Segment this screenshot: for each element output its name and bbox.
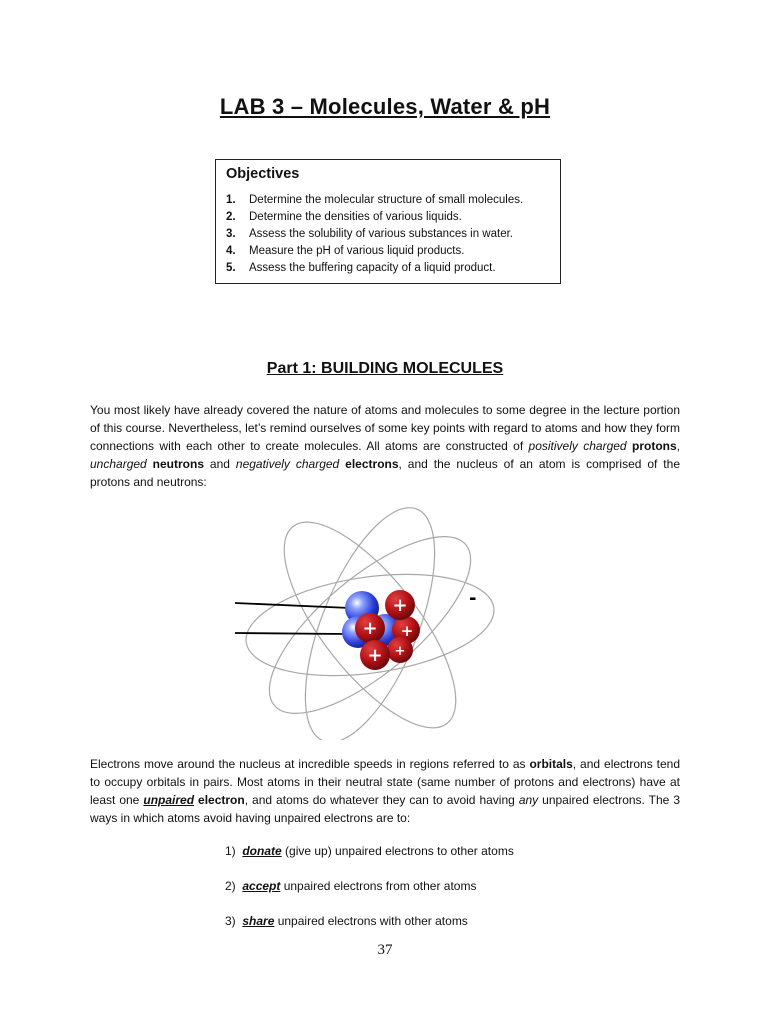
objective-item: 4. Measure the pH of various liquid products. bbox=[226, 245, 465, 257]
list-item: 1) donate (give up) unpaired electrons to other atoms bbox=[225, 844, 514, 858]
electron-sign: - bbox=[469, 588, 477, 609]
objectives-box bbox=[215, 159, 561, 284]
intro-paragraph: You most likely have already covered the nature of atoms and molecules to some degree in the lecture portion of this course. Nevertheless, let’s remind ourselves of some key points with regard to atoms and how they form connections with each other to create molecules. All atoms are constructed of positively charged protons, uncharged neutrons and negatively charged electrons, and the nucleus of an atom is comprised of the protons and neutrons: bbox=[90, 403, 681, 489]
proton-sign: + bbox=[394, 644, 406, 659]
page-title: LAB 3 – Molecules, Water & pH bbox=[219, 94, 551, 119]
page-number: 37 bbox=[377, 942, 393, 958]
objective-item: 3. Assess the solubility of various substances in water. bbox=[226, 228, 513, 240]
list-item: 2) accept unpaired electrons from other atoms bbox=[225, 879, 477, 893]
objectives-list bbox=[226, 192, 550, 277]
proton-sign: + bbox=[367, 645, 383, 666]
proton-sign: + bbox=[392, 595, 408, 616]
proton-sign: + bbox=[362, 618, 378, 639]
section-heading: Part 1: BUILDING MOLECULES bbox=[266, 360, 504, 377]
orbitals-paragraph: Electrons move around the nucleus at incredible speeds in regions referred to as orbitals, and electrons tend to occupy orbitals in pairs. Most atoms in their neutral state (same number of protons and electrons) have at least one unpaired electron, and atoms do whatever they can to avoid having any unpaired electrons. The 3 ways in which atoms avoid having unpaired electrons are to: bbox=[90, 757, 681, 825]
objectives-heading: Objectives bbox=[226, 166, 300, 182]
proton-sign: + bbox=[400, 622, 414, 640]
pointer-line-bottom bbox=[235, 633, 345, 634]
atom-diagram bbox=[220, 500, 520, 740]
objective-item: 1. Determine the molecular structure of small molecules. bbox=[226, 194, 524, 206]
list-item: 3) share unpaired electrons with other atoms bbox=[225, 914, 468, 928]
objective-item: 5. Assess the buffering capacity of a liquid product. bbox=[226, 262, 496, 274]
pointer-line-top bbox=[235, 603, 350, 608]
objective-item: 2. Determine the densities of various liquids. bbox=[226, 211, 462, 223]
